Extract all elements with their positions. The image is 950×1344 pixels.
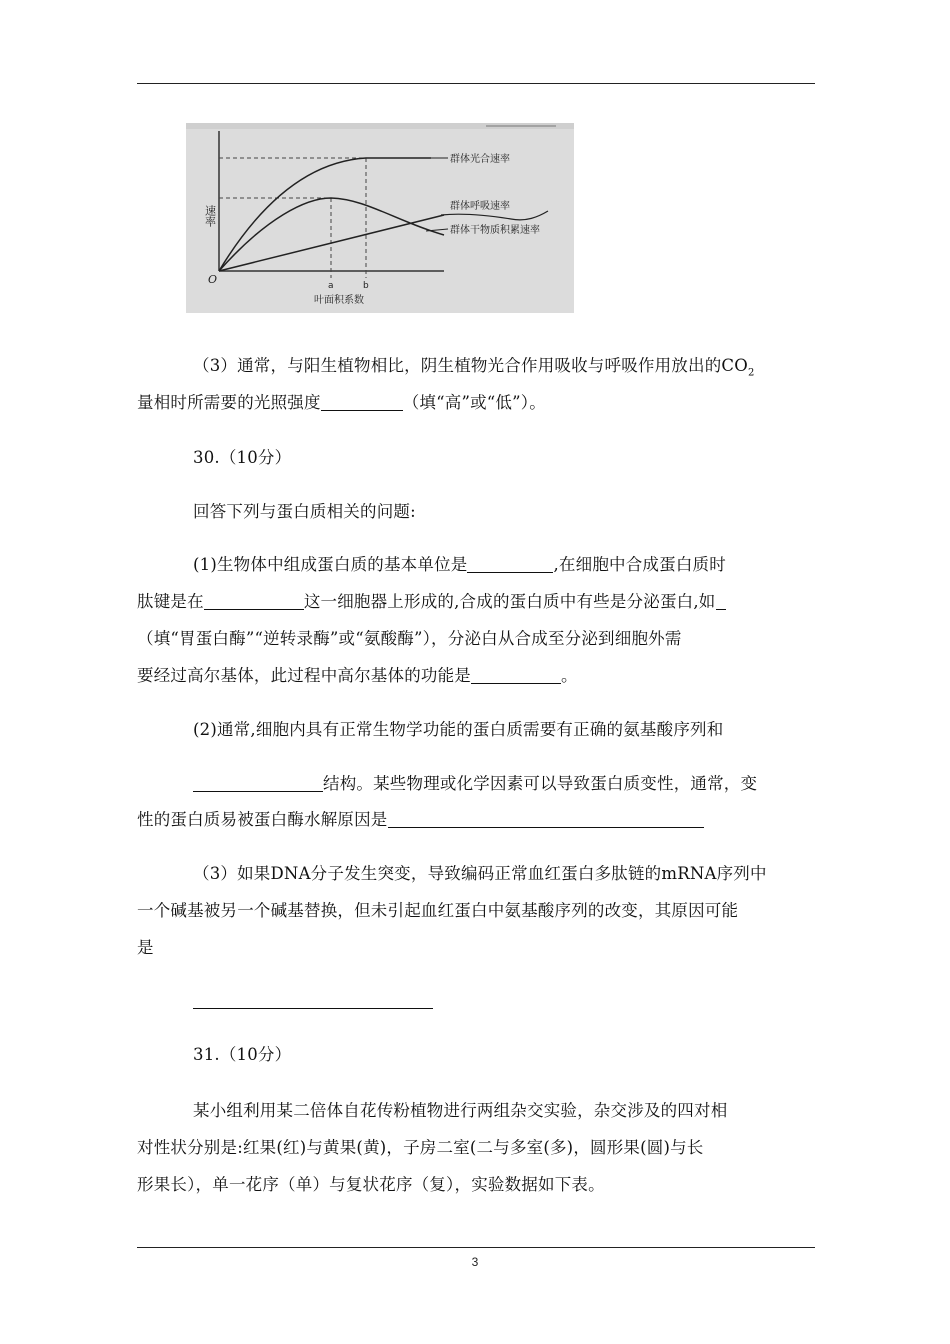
q31-line3: 形果长），单一花序（单）与复状花序（复），实验数据如下表。 xyxy=(137,1175,605,1194)
q30-2-line3 xyxy=(137,810,827,830)
q30-text: (1)生物体中组成蛋白质的基本单位是 xyxy=(193,555,468,574)
y-axis-label: 速率 xyxy=(203,205,217,227)
q30-text: ,在细胞中合成蛋白质时 xyxy=(553,555,726,574)
header-rule xyxy=(137,83,815,84)
q29-3-line1 xyxy=(193,356,833,383)
curve-label-respiration: 群体呼吸速率 xyxy=(450,201,510,212)
q30-text: 结构。某些物理或化学因素可以导致蛋白质变性，通常，变 xyxy=(323,774,758,793)
q30-header: 30.（10分） xyxy=(193,448,292,467)
q30-text: 这一细胞器上形成的,合成的蛋白质中有些是分泌蛋白,如 xyxy=(303,592,716,611)
curve-label-dry-matter: 群体干物质积累速率 xyxy=(450,225,540,236)
q30-2-line1: (2)通常,细胞内具有正常生物学功能的蛋白质需要有正确的氨基酸序列和 xyxy=(193,720,724,739)
origin-label: O xyxy=(208,273,218,286)
q29-3-text: （3）通常，与阳生植物相比，阴生植物光合作用吸收与呼吸作用放出的CO xyxy=(193,356,748,375)
q29-3-line2 xyxy=(137,393,827,413)
q30-1-line3: （填“胃蛋白酶”“逆转录酶”或“氨酸酶”），分泌白从合成至分泌到细胞外需 xyxy=(137,629,682,648)
q30-1-line2 xyxy=(137,592,827,612)
x-axis-label: 叶面积系数 xyxy=(314,295,364,306)
page-number: 3 xyxy=(471,1255,479,1269)
answer-blank[interactable] xyxy=(193,1008,433,1009)
q30-3-line1: （3）如果DNA分子发生突变，导致编码正常血红蛋白多肽链的mRNA序列中 xyxy=(193,864,767,883)
answer-blank[interactable] xyxy=(193,775,323,792)
answer-blank[interactable] xyxy=(388,811,704,828)
q30-text: 肽键是在 xyxy=(137,592,204,611)
x-tick-a: a xyxy=(328,281,334,291)
q31-header: 31.（10分） xyxy=(193,1045,292,1064)
x-tick-b: b xyxy=(363,281,369,291)
answer-blank[interactable] xyxy=(204,593,304,610)
q30-text: 性的蛋白质易被蛋白酶水解原因是 xyxy=(137,810,388,829)
q31-line2: 对性状分别是:红果(红)与黄果(黄)，子房二室(二与多室(多)，圆形果(圆)与长 xyxy=(137,1138,704,1157)
figure-background xyxy=(186,123,574,313)
q29-3-text: 量相时所需要的光照强度 xyxy=(137,393,321,412)
q30-2-line2 xyxy=(193,774,833,794)
q30-1-line4 xyxy=(137,666,827,686)
q30-text: 要经过高尔基体，此过程中高尔基体的功能是 xyxy=(137,666,471,685)
answer-blank[interactable] xyxy=(471,667,561,684)
q31-line1: 某小组利用某二倍体自花传粉植物进行两组杂交实验，杂交涉及的四对相 xyxy=(193,1101,728,1120)
footer-rule xyxy=(137,1247,815,1248)
answer-blank[interactable] xyxy=(716,593,726,610)
q30-3-line2: 一个碱基被另一个碱基替换，但未引起血红蛋白中氨基酸序列的改变，其原因可能 xyxy=(137,901,739,920)
answer-blank[interactable] xyxy=(467,556,553,573)
q30-3-line3: 是 xyxy=(137,938,154,957)
answer-blank[interactable] xyxy=(321,394,403,411)
q29-3-text: （填“高”或“低”）。 xyxy=(402,393,546,412)
rate-vs-leaf-area-figure xyxy=(186,123,574,313)
q30-text: 。 xyxy=(561,666,578,685)
curve-label-photosynthesis: 群体光合速率 xyxy=(450,154,510,165)
co2-subscript: 2 xyxy=(747,367,755,379)
q30-1-line1 xyxy=(193,555,833,575)
q30-intro: 回答下列与蛋白质相关的问题: xyxy=(193,502,416,521)
